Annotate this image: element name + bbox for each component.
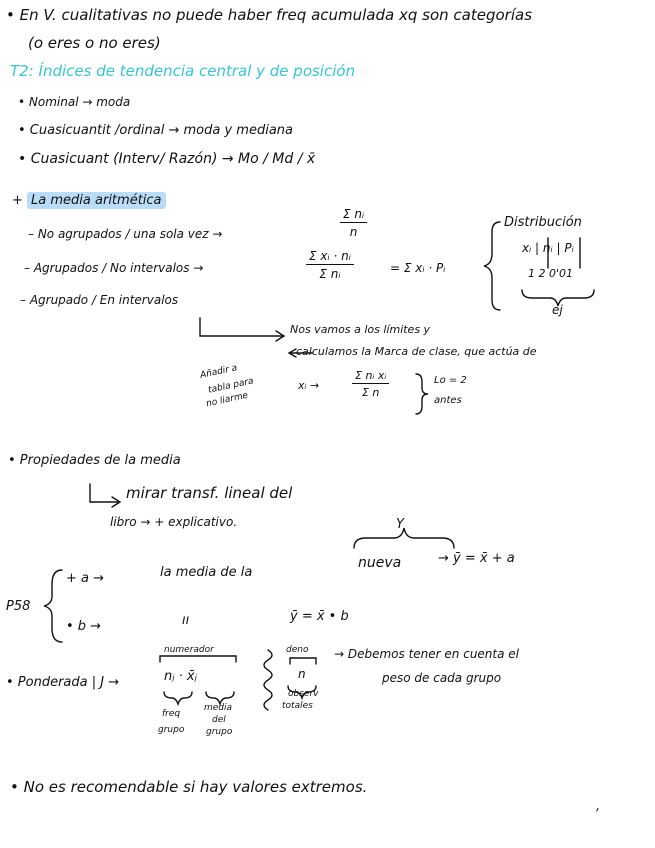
media-label: media [204, 703, 233, 713]
totales-label: totales [282, 701, 313, 711]
p58-brace [44, 570, 62, 642]
stray-mark: , [596, 799, 601, 814]
wavy-separator [264, 650, 272, 710]
numerador-label: numerador [164, 645, 214, 655]
intro-line-1: • En V. cualitativas no puede haber freq acumulada xq son categorías [6, 6, 533, 24]
weighted-note-2: peso de cada grupo [382, 671, 502, 685]
grouped-denominator: Σ nᵢ [319, 267, 341, 281]
weighted-note-1: → Debemos tener en cuenta el [334, 647, 519, 661]
y-over-brace: Y [396, 517, 404, 532]
mean-title-highlight: La media aritmética [27, 192, 165, 209]
properties-ref-1: mirar transf. lineal del [126, 484, 293, 502]
times-b: • b → [66, 619, 102, 634]
nueva-overbrace [354, 528, 454, 548]
class-mark-fraction [352, 370, 389, 398]
grupo-label-2: grupo [206, 727, 233, 737]
mean-header [12, 194, 166, 207]
class-mark-numerator: Σ nᵢ xᵢ [352, 370, 389, 384]
ungrouped-label: – No agrupados / una sola vez → [28, 227, 223, 241]
freq-label: freq [162, 709, 181, 719]
properties-ref-2: libro → + explicativo. [110, 515, 238, 529]
lo-brace [416, 374, 428, 414]
plus-a-text: la media de la [160, 565, 253, 580]
properties-arrow [90, 484, 118, 502]
deno-label: deno [286, 645, 309, 655]
side-note-2: tabla para [207, 376, 255, 396]
result-b: ȳ = x̄ • b [290, 609, 349, 624]
closing-note: • No es recomendable si hay valores extremos. [10, 778, 368, 796]
side-note-3: no liarme [205, 390, 250, 410]
interval-note-line-1: Nos vamos a los límites y [290, 323, 431, 336]
section-title: T2: Índices de tendencia central y de posición [10, 62, 356, 80]
grouped-fraction [306, 250, 354, 280]
distribution-row: 1 2 0'01 [528, 267, 574, 280]
plus-a: + a → [66, 571, 105, 586]
grouped-equals: = Σ xᵢ · Pᵢ [390, 261, 446, 275]
p58-label: P58 [6, 599, 31, 614]
xi-arrow: xᵢ → [298, 379, 320, 392]
distribution-ej: ej [552, 303, 563, 317]
observ-label: observ [288, 689, 319, 699]
deno-n: n [298, 667, 306, 681]
scale-nominal: • Nominal → moda [18, 95, 131, 109]
scale-ordinal: • Cuasicuantit /ordinal → moda y mediana [18, 123, 294, 138]
interval-arrow [200, 318, 282, 336]
ungrouped-fraction [340, 208, 367, 238]
lo-antes: antes [434, 395, 462, 406]
grouped-label: – Agrupados / No intervalos → [24, 261, 204, 275]
properties-title: • Propiedades de la media [8, 453, 181, 468]
lo-value: Lo = 2 [434, 375, 467, 386]
grouped-numerator: Σ xᵢ · nᵢ [306, 250, 354, 265]
distribution-title: Distribución [504, 215, 582, 230]
ungrouped-numerator: Σ nᵢ [340, 208, 367, 223]
result-a: → ȳ = x̄ + a [438, 551, 515, 566]
intro-line-2: (o eres o no eres) [28, 34, 161, 52]
distribution-header: xᵢ | nᵢ | Pᵢ [522, 241, 574, 255]
nueva-word: nueva [358, 555, 402, 571]
numerador-bracket [160, 656, 236, 662]
del-label: del [212, 715, 226, 725]
interval-note-line-2: calculamos la Marca de clase, que actúa de [296, 345, 537, 358]
weighted-expression: nⱼ · x̄ⱼ [164, 669, 197, 684]
ditto-mark: ıı [182, 613, 190, 628]
distribution-brace [484, 222, 500, 310]
mean-bullet: + [12, 193, 23, 208]
class-mark-denominator: Σ n [361, 386, 380, 399]
grupo-label-1: grupo [158, 725, 185, 735]
ungrouped-denominator: n [349, 225, 358, 239]
weighted-label: • Ponderada | J → [6, 675, 120, 690]
side-note-1: Añadir a [199, 363, 239, 381]
scale-cuantitative: • Cuasicuant (Interv/ Razón) → Mo / Md / x̄ [18, 151, 316, 167]
intervals-label: – Agrupado / En intervalos [20, 293, 179, 307]
